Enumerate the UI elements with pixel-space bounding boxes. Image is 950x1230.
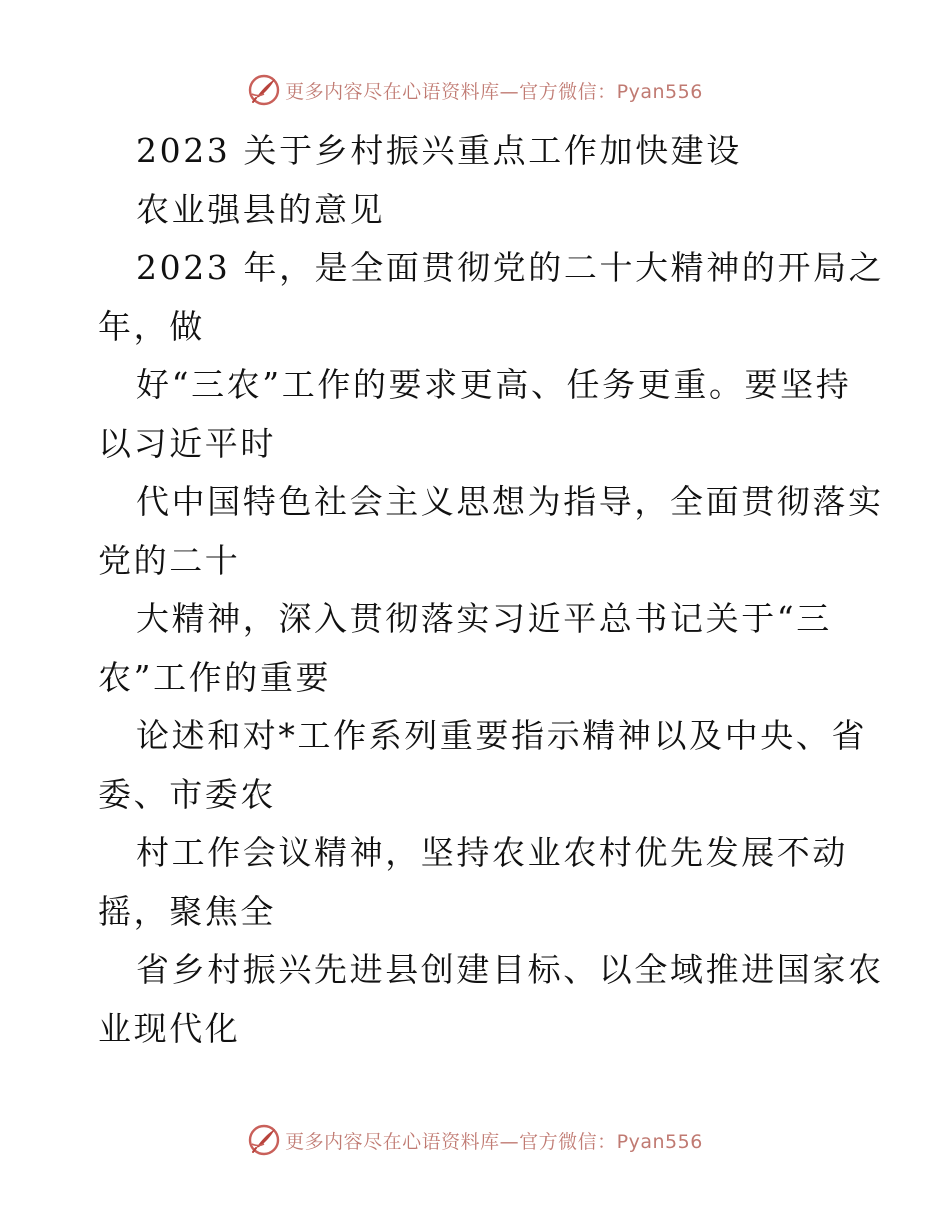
text-line: 代中国特色社会主义思想为指导，全面贯彻落实 <box>136 482 884 521</box>
footer-watermark <box>0 1120 950 1160</box>
text-line: 村工作会议精神，坚持农业农村优先发展不动 <box>136 833 848 872</box>
text-line: 年，做 <box>98 306 205 346</box>
text-line: 农业强县的意见 <box>136 189 386 229</box>
quill-pen-logo-icon <box>247 73 281 107</box>
text-line: 委、市委农 <box>98 774 276 814</box>
document-body <box>98 122 885 1058</box>
watermark-text: 更多内容尽在心语资料库—官方微信：Pyan556 <box>285 1130 703 1153</box>
watermark-text: 更多内容尽在心语资料库—官方微信：Pyan556 <box>285 80 703 103</box>
text-line: 农”工作的重要 <box>98 657 332 697</box>
text-line: 以习近平时 <box>98 423 276 463</box>
text-line: 业现代化 <box>98 1008 241 1048</box>
text-line: 摇，聚焦全 <box>98 891 276 931</box>
text-line: 省乡村振兴先进县创建目标、以全域推进国家农 <box>136 950 884 989</box>
text-line: 2023 年，是全面贯彻党的二十大精神的开局之 <box>136 248 885 287</box>
text-line: 大精神，深入贯彻落实习近平总书记关于“三 <box>136 599 832 638</box>
text-line: 2023 关于乡村振兴重点工作加快建设 <box>136 131 742 170</box>
header-watermark <box>0 70 950 110</box>
text-line: 好“三农”工作的要求更高、任务更重。要坚持 <box>136 365 852 404</box>
text-line: 论述和对*工作系列重要指示精神以及中央、省 <box>136 716 868 755</box>
quill-pen-logo-icon <box>247 1123 281 1157</box>
text-line: 党的二十 <box>98 540 241 580</box>
